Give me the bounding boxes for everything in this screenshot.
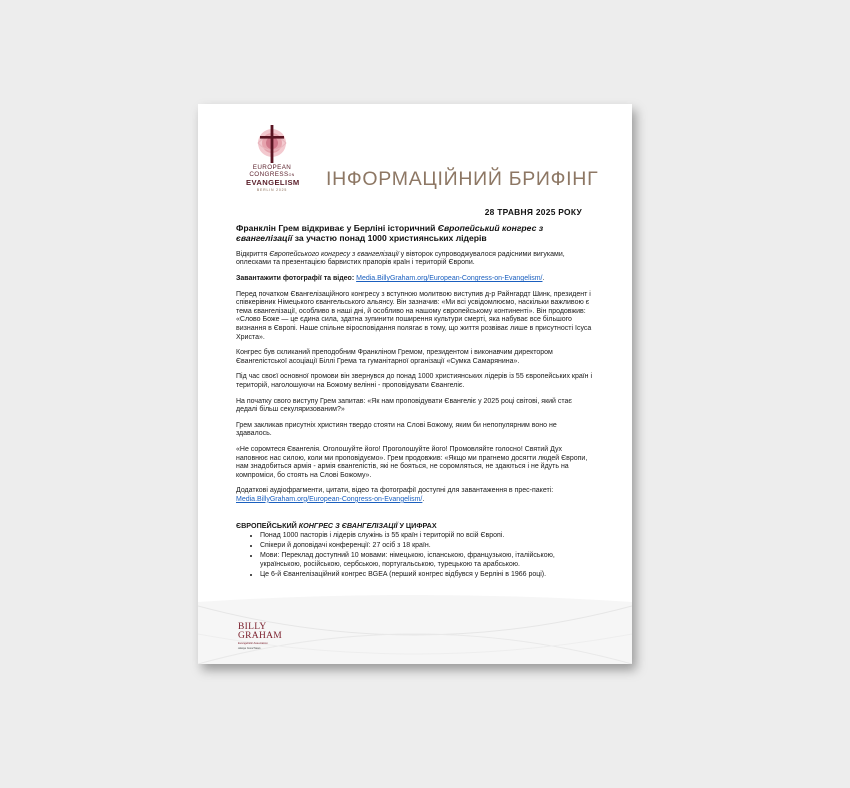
bgea-logo-line-1: BILLY (238, 622, 267, 632)
article-body (236, 223, 594, 581)
logo-line-4: BERLIN 2025 (256, 188, 288, 192)
congress-logo (246, 124, 298, 194)
section-heading: ЄВРОПЕЙСЬКИЙ КОНГРЕС З ЄВАНГЕЛІЗАЦІЇ У ЦИФРАХ (236, 521, 437, 531)
press-kit-link[interactable]: Media.BillyGraham.org/European-Congress-on-Evangelism/ (236, 495, 423, 503)
release-date: 28 ТРАВНЯ 2025 РОКУ (484, 207, 582, 217)
page-title: ІНФОРМАЦІЙНИЙ БРИФІНГ (326, 168, 599, 190)
paragraph-4: Під час своєї основної промови він звернувся до понад 1000 християнських лідерів із 55 європейських країн і територій, наголошуючи на Божому велінні - проповідувати Євангеліє. (236, 373, 593, 389)
media-link[interactable]: Media.BillyGraham.org/European-Congress-on-Evangelism/ (356, 275, 543, 282)
facts-list (236, 532, 594, 579)
list-item: • Понад 1000 пасторів і лідерів служінь із 55 країн і територій по всій Європі. (260, 532, 594, 541)
paragraph-press-kit: Додаткові аудіофрагменти, цитати, відео та фотографії доступні для завантаження в прес-пакеті: Media.BillyGraham.org/European-Congress-on-Evangelism/. (236, 487, 554, 503)
bgea-logo (238, 623, 282, 650)
list-item: • Спікери й доповідачі конференції: 27 осіб з 18 країн. (260, 542, 594, 551)
paragraph-6: Грем закликав присутніх християн твердо стояти на Слові Божому, яким би непопулярним воно не здавалось. (236, 421, 557, 438)
bgea-logo-line-2: GRAHAM (238, 630, 283, 641)
logo-line-3: EVANGELISM (246, 178, 300, 187)
logo-line-1: EUROPEAN (252, 164, 292, 171)
cross-emblem-icon (253, 124, 291, 164)
list-item: • Це 6-й Євангелізаційний конгрес BGEA (перший конгрес відбувся у Берліні в 1966 році). (260, 571, 594, 580)
download-line: Завантажити фотографії та відео: Media.BillyGraham.org/European-Congress-on-Evangelism/. (236, 275, 545, 282)
paragraph-7: «Не соромтеся Євангелія. Оголошуйте його! Проголошуйте його! Промовляйте голосно! Святий Дух наповнює нас силою, коли ми проповідуємо». Грем продовжив: «Якщо ми прагнемо досягти людей Європи, нам знадобиться армія - армія євангелістів, які не бояться, не соромляться, не здаються і не йдуть на компроміси, бо стоять на Слові Божому». (236, 445, 588, 479)
paragraph-5: На початку свого виступу Грем запитав: «Як нам проповідувати Євангеліє у 2025 році світові, який стає дедалі більш секуляризованим?» (236, 397, 572, 414)
list-item: • Мови: Переклад доступний 10 мовами: німецькою, іспанською, французькою, італійською, українською, російською, сербською, португальською, турецькою та арабською. (260, 552, 594, 569)
headline: Франклін Грем відкриває у Берліні історичний Європейський конгрес з євангелізації за участю понад 1000 християнських лідерів (236, 223, 544, 244)
bgea-logo-slogan: Always Good News (238, 647, 261, 650)
paragraph-3: Конгрес був скликаний преподобним Франкліном Гремом, президентом і виконавчим директором Євангелістської асоціації Біллі Грема та гуманітарної організації «Сумка Самарянина». (236, 349, 553, 365)
logo-line-2: CONGRESSON (249, 171, 295, 178)
paragraph-2: Перед початком Євангелізаційного конгресу з вступною молитвою виступив д-р Райнгардт Шинк, президент і співкерівник Німецького євангельського альянсу. Він зазначив: «Ми всі усвідомлюємо, наскільки важливою є тема євангелізації, особливо в наші дні, й особливо на нашому європейському континенті». Він продовжив: «Слово Боже — це єдина сила, здатна зупинити поширення культури смерті, яка набуває все більшого визнання в Європі. Наше спільне віросповідання полягає в тому, що життя розвіває лише в присутності Ісуса Христа». (236, 290, 592, 341)
bgea-logo-subtitle: Evangelistic Association (238, 641, 268, 645)
paragraph-intro: Відкриття Європейського конгресу з євангелізації у вівторок супроводжувалося радісними вигуками, оплесками та презентацією барвистих прапорів країн і територій Європи. (236, 250, 565, 267)
page-footer (198, 594, 632, 664)
document-page (198, 104, 632, 664)
